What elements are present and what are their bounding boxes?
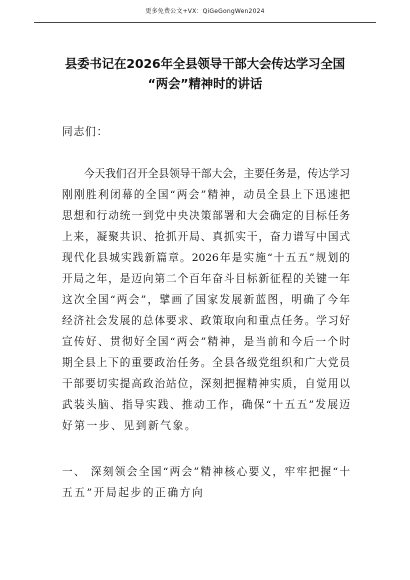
document-title xyxy=(0,54,410,94)
paragraph-line: 经济社会发展的总体要求、政策取向和重点任务。学习好 xyxy=(62,315,350,327)
paragraph-line: 武装头脑、指导实践、推动工作，确保“十五五”发展迈 xyxy=(62,399,350,411)
paragraph-line: 刚刚胜利闭幕的全国“两会”精神，动员全县上下迅速把 xyxy=(62,189,350,201)
paragraph-line: 现代化县城实践新篇章。2026年是实施“十五五”规划的 xyxy=(62,252,350,264)
salutation: 同志们： xyxy=(62,126,109,138)
paragraph-line: 上来，凝聚共识、抢抓开局、真抓实干，奋力谱写中国式 xyxy=(62,231,350,243)
paragraph-line: 这次全国“两会”，擘画了国家发展新蓝图，明确了今年 xyxy=(62,294,350,306)
header-note: 更多免费公文+VX：QiGeGongWen2024 xyxy=(145,8,265,15)
paragraph-line: 思想和行动统一到党中央决策部署和大会确定的目标任务 xyxy=(62,210,350,222)
paragraph-line: 干部要切实提高政治站位，深刻把握精神实质，自觉用以 xyxy=(62,378,350,390)
paragraph-line: 今天我们召开全县领导干部大会，主要任务是，传达学习 xyxy=(84,168,350,180)
document-title-line-1: 县委书记在2026年全县领导干部大会传达学习全国 xyxy=(64,57,346,71)
paragraph-line: 开局之年，是迈向第二个百年奋斗目标新征程的关键一年 xyxy=(62,273,350,285)
section-heading-line: 五五”开局起步的正确方向 xyxy=(62,487,205,499)
paragraph-line: 好第一步、见到新气象。 xyxy=(62,420,198,432)
header-divider xyxy=(34,22,376,23)
paragraph-line: 期全县上下的重要政治任务。全县各级党组织和广大党员 xyxy=(62,357,350,369)
paragraph-line: 宣传好、贯彻好全国“两会”精神，是当前和今后一个时 xyxy=(62,336,350,348)
section-heading-line: 一、 深刻领会全国“两会”精神核心要义，牢牢把握“十 xyxy=(62,466,350,478)
document-title-line-2: “两会”精神时的讲话 xyxy=(147,77,263,91)
